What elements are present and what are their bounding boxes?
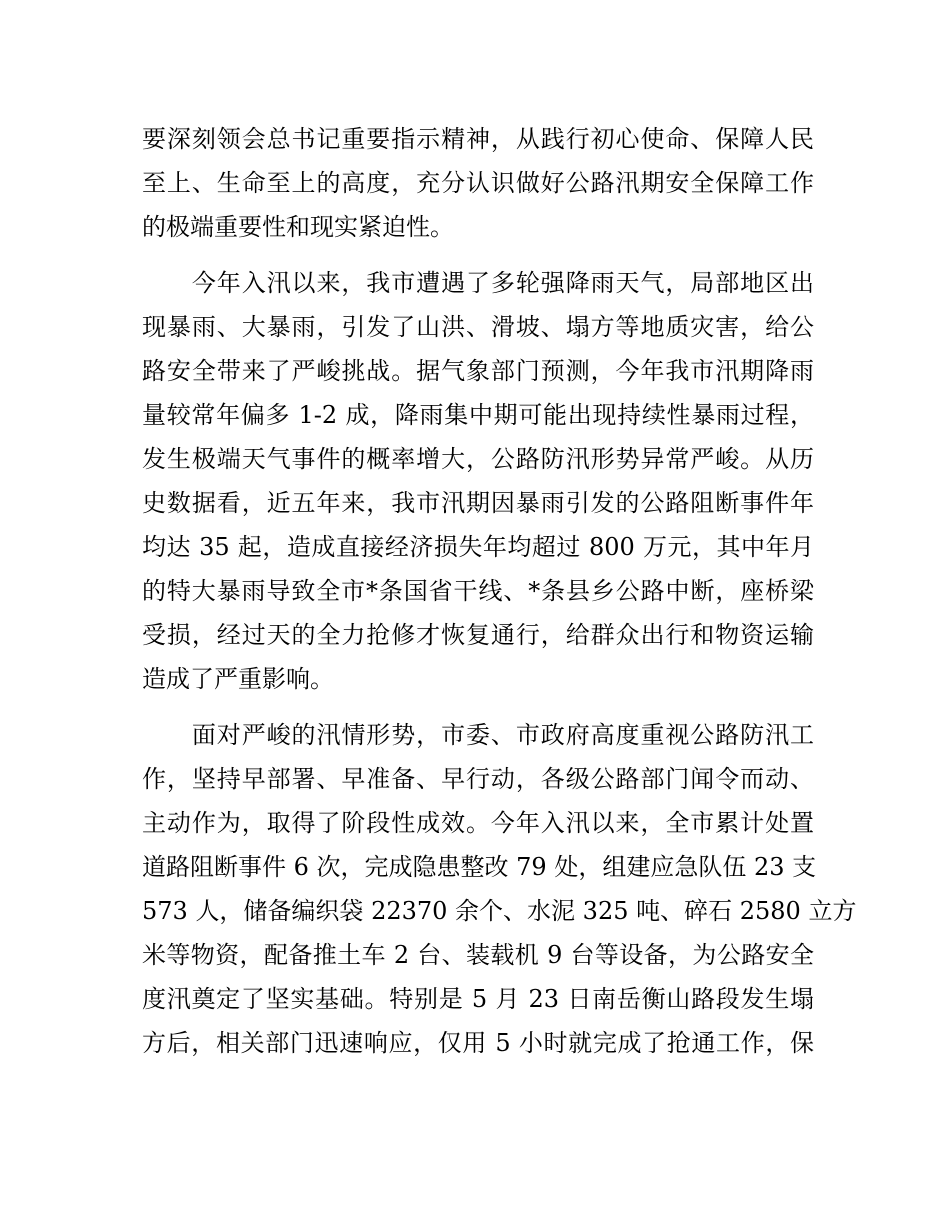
text-line: 主动作为，取得了阶段性成效。今年入汛以来，全市累计处置: [142, 809, 814, 837]
text-line: 作，坚持早部署、早准备、早行动，各级公路部门闻令而动、: [142, 765, 814, 793]
text-line: 今年入汛以来，我市遭遇了多轮强降雨天气，局部地区出: [142, 269, 814, 297]
text-line: 要深刻领会总书记重要指示精神，从践行初心使命、保障人民: [142, 125, 814, 153]
text-line: 现暴雨、大暴雨，引发了山洪、滑坡、塌方等地质灾害，给公: [142, 313, 814, 341]
text-line: 方后，相关部门迅速响应，仅用 5 小时就完成了抢通工作，保: [142, 1029, 814, 1057]
text-line: 面对严峻的汛情形势，市委、市政府高度重视公路防汛工: [142, 721, 814, 749]
text-line: 史数据看，近五年来，我市汛期因暴雨引发的公路阻断事件年: [142, 489, 814, 517]
text-line: 的极端重要性和现实紧迫性。: [142, 213, 454, 241]
document-body: [142, 117, 857, 1077]
paragraph-2: [142, 261, 814, 701]
text-line: 发生极端天气事件的概率增大，公路防汛形势异常严峻。从历: [142, 445, 814, 473]
text-line: 造成了严重影响。: [142, 665, 334, 693]
text-line: 道路阻断事件 6 次，完成隐患整改 79 处，组建应急队伍 23 支: [142, 853, 817, 881]
paragraph-3: [142, 713, 857, 1065]
paragraph-1: [142, 117, 814, 249]
text-line: 路安全带来了严峻挑战。据气象部门预测，今年我市汛期降雨: [142, 357, 814, 385]
text-line: 的特大暴雨导致全市*条国省干线、*条县乡公路中断，座桥梁: [142, 577, 814, 605]
text-line: 米等物资，配备推土车 2 台、装载机 9 台等设备，为公路安全: [142, 941, 814, 969]
text-line: 均达 35 起，造成直接经济损失年均超过 800 万元，其中年月: [142, 533, 814, 561]
text-line: 度汛奠定了坚实基础。特别是 5 月 23 日南岳衡山路段发生塌: [142, 985, 814, 1013]
text-line: 量较常年偏多 1-2 成，降雨集中期可能出现持续性暴雨过程，: [142, 401, 814, 429]
text-line: 至上、生命至上的高度，充分认识做好公路汛期安全保障工作: [142, 169, 814, 197]
text-line: 受损，经过天的全力抢修才恢复通行，给群众出行和物资运输: [142, 621, 814, 649]
text-line: 573 人，储备编织袋 22370 余个、水泥 325 吨、碎石 2580 立方: [142, 897, 857, 925]
